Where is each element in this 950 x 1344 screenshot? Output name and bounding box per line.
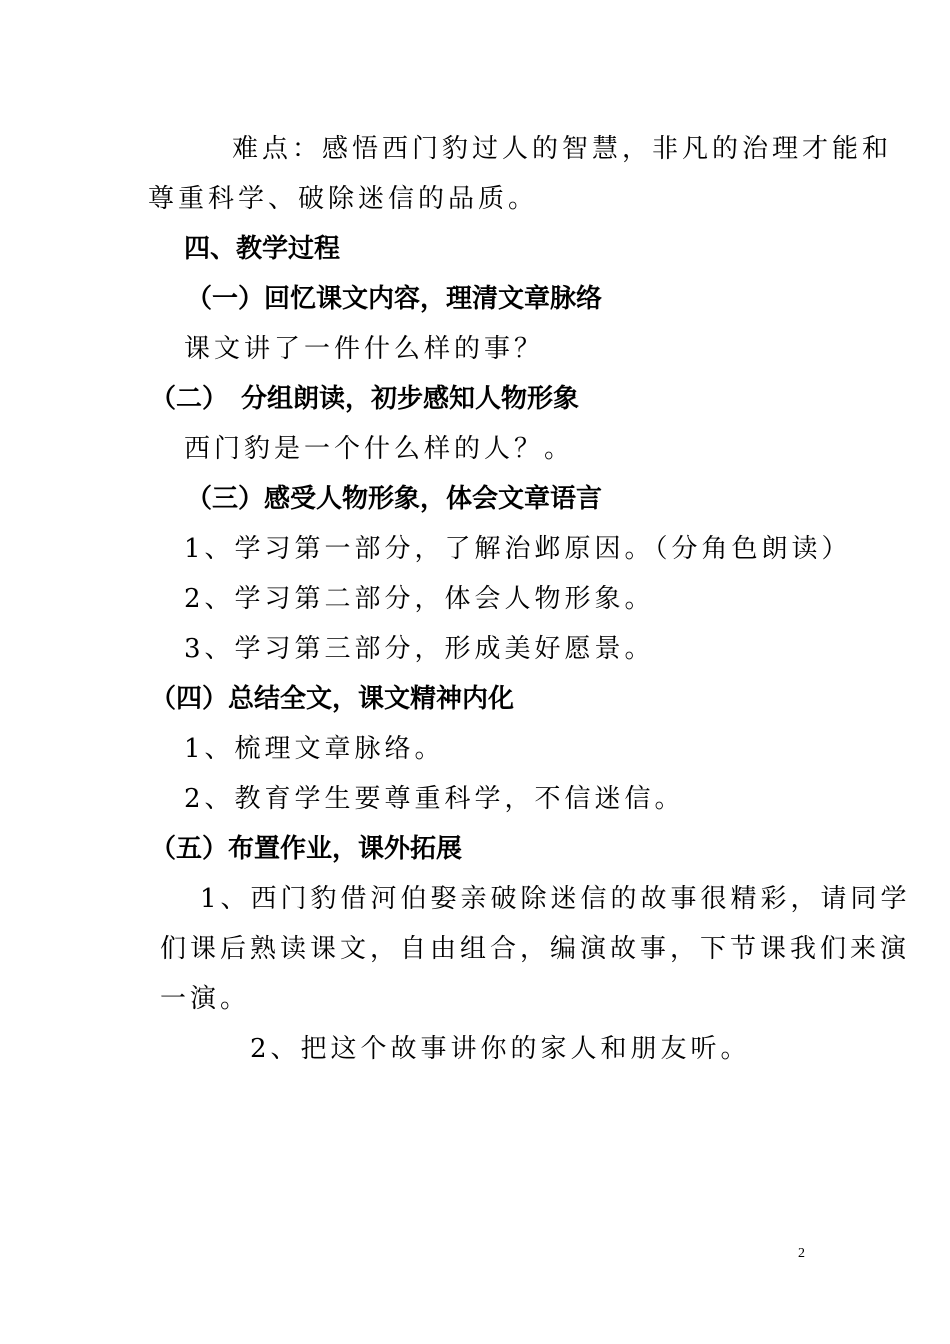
part-5-heading: （五）布置作业，课外拓展 [150,834,463,864]
part-5-item-1-line-3: 一演。 [160,984,251,1014]
part-4-heading: （四）总结全文，课文精神内化 [150,684,515,714]
part-1-heading: （一）回忆课文内容，理清文章脉络 [186,284,603,314]
part-4-item-2: 2、教育学生要尊重科学，不信迷信。 [184,784,685,814]
part-3-heading: （三）感受人物形象，体会文章语言 [186,484,603,514]
part-1-question: 课文讲了一件什么样的事？ [184,334,545,364]
difficulty-line-1: 难点：感悟西门豹过人的智慧，非凡的治理才能和 [232,134,893,164]
part-3-item-2: 2、学习第二部分，体会人物形象。 [184,584,655,614]
part-2-heading: （二） 分组朗读，初步感知人物形象 [150,384,580,414]
part-4-item-1: 1、梳理文章脉络。 [184,734,445,764]
part-3-item-1: 1、学习第一部分，了解治邺原因。（分角色朗读） [184,534,852,564]
page-number: 2 [798,1246,805,1261]
difficulty-line-2: 尊重科学、破除迷信的品质。 [148,184,539,214]
part-5-item-1-line-1: 1、西门豹借河伯娶亲破除迷信的故事很精彩，请同学 [200,884,911,914]
part-3-item-3: 3、学习第三部分，形成美好愿景。 [184,634,655,664]
part-5-item-2: 2、把这个故事讲你的家人和朋友听。 [250,1034,751,1064]
section-4-heading: 四、教学过程 [184,234,341,264]
part-2-question: 西门豹是一个什么样的人？。 [184,434,575,464]
part-5-item-1-line-2: 们课后熟读课文，自由组合，编演故事，下节课我们来演 [160,934,911,964]
